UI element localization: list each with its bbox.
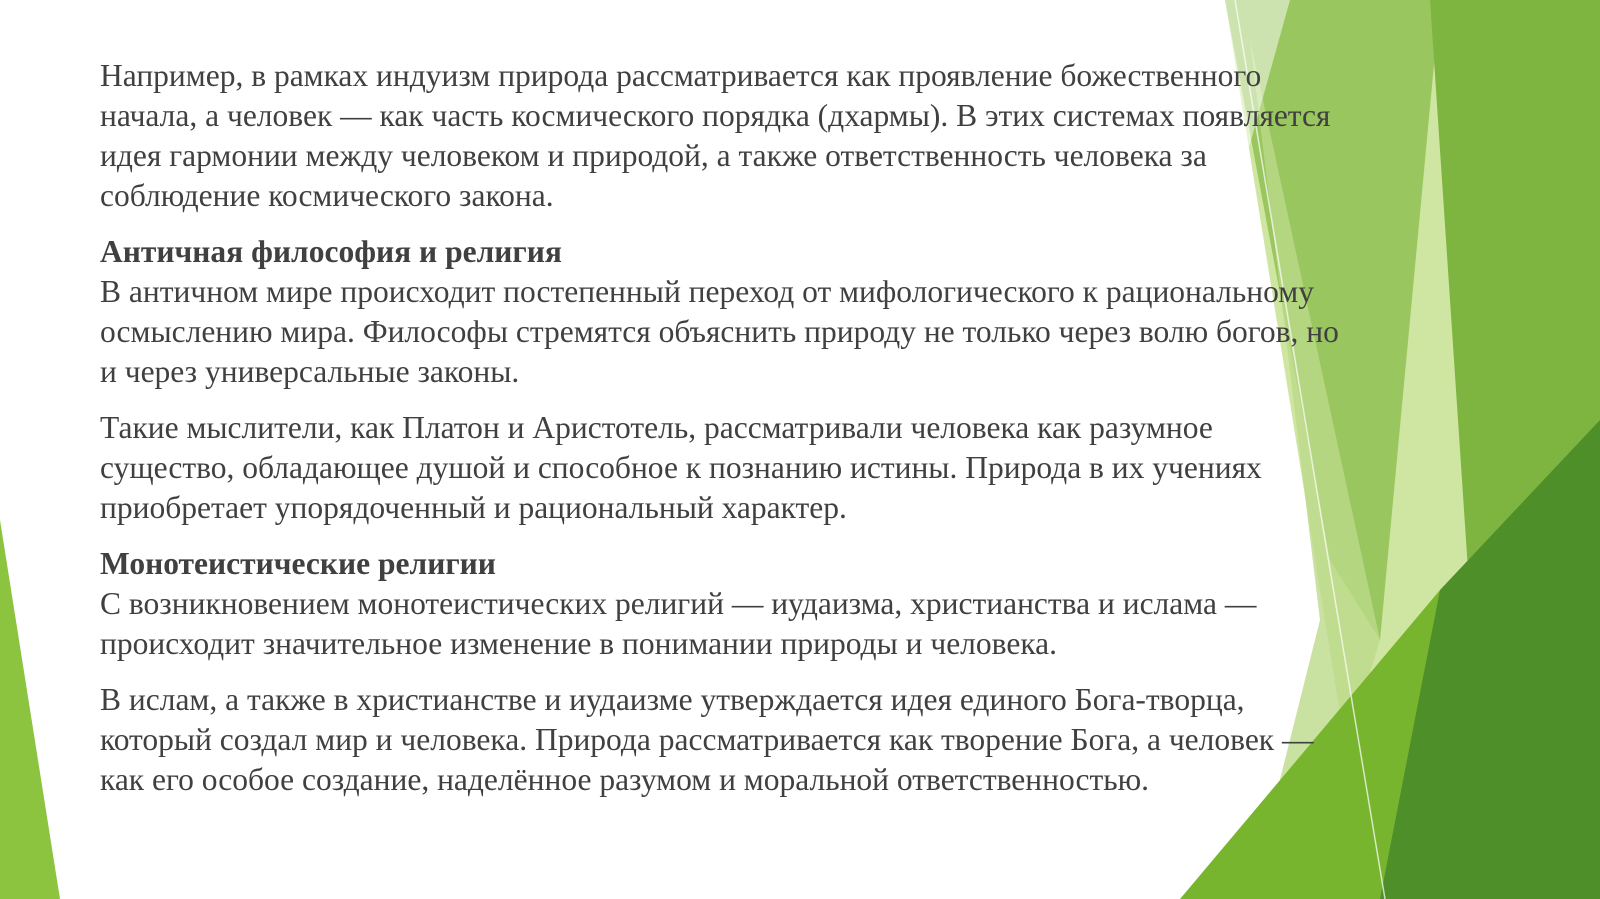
paragraph-creator [100, 680, 1420, 800]
slide-text [100, 56, 1420, 816]
section-heading: Монотеистические религии [100, 546, 496, 581]
text-line: существо, обладающее душой и способное к познанию истины. Природа в их учениях [100, 450, 1262, 485]
text-line: который создал мир и человека. Природа рассматривается как творение Бога, а человек — [100, 722, 1314, 757]
text-line: приобретает упорядоченный и рациональный характер. [100, 490, 847, 525]
text-line: как его особое создание, наделённое разумом и моральной ответственностью. [100, 762, 1150, 797]
text-line: и через универсальные законы. [100, 354, 520, 389]
text-line: В ислам, а также в христианстве и иудаизме утверждается идея единого Бога-творца, [100, 682, 1245, 717]
text-line: происходит значительное изменение в понимании природы и человека. [100, 626, 1057, 661]
paragraph-monotheism [100, 544, 1420, 664]
text-line: В античном мире происходит постепенный переход от мифологического к рациональному [100, 274, 1314, 309]
paragraph-hinduism [100, 56, 1420, 216]
text-line: соблюдение космического закона. [100, 178, 554, 213]
section-heading: Античная философия и религия [100, 234, 562, 269]
text-line: осмыслению мира. Философы стремятся объяснить природу не только через волю богов, но [100, 314, 1339, 349]
text-line: начала, а человек — как часть космического порядка (дхармы). В этих системах появляется [100, 98, 1331, 133]
paragraph-antiquity [100, 232, 1420, 392]
text-line: С возникновением монотеистических религий — иудаизма, христианства и ислама — [100, 586, 1257, 621]
paragraph-philosophers [100, 408, 1420, 528]
text-line: Например, в рамках индуизм природа рассматривается как проявление божественного [100, 58, 1262, 93]
text-line: идея гармонии между человеком и природой, а также ответственность человека за [100, 138, 1207, 173]
text-line: Такие мыслители, как Платон и Аристотель, рассматривали человека как разумное [100, 410, 1213, 445]
